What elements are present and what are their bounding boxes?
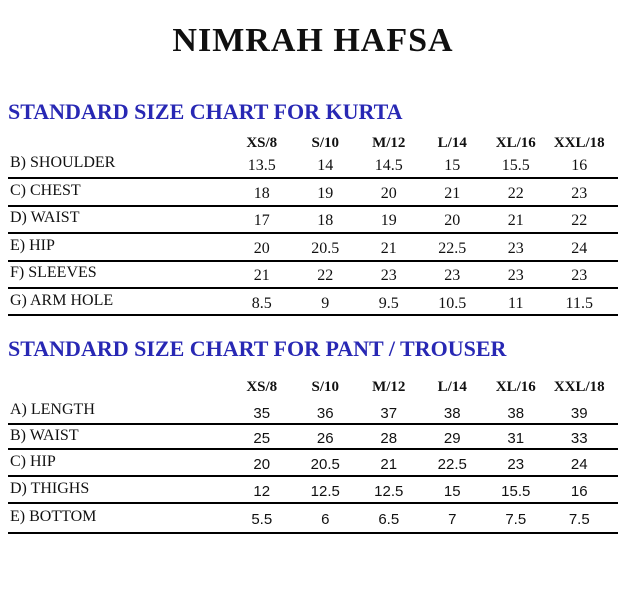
size-header-m: M/12 (372, 379, 406, 395)
size-value: 38 (507, 404, 525, 422)
size-value: 23 (507, 267, 524, 285)
size-header-s: S/10 (311, 135, 339, 151)
measurement-label: F) SLEEVES (10, 264, 97, 282)
size-value: 20 (253, 239, 270, 257)
size-value: 15.5 (501, 157, 530, 175)
table-row-chest (8, 178, 618, 205)
size-value: 13.5 (247, 157, 276, 175)
size-value: 25 (253, 430, 271, 447)
label-column-header-empty (8, 132, 230, 151)
size-header-row (8, 374, 618, 399)
table-row-waist (8, 424, 618, 449)
table-row-hip (8, 233, 618, 260)
pant-size-table (8, 374, 618, 534)
size-value: 11 (508, 294, 524, 312)
table-row-bottom (8, 503, 618, 533)
size-value: 21 (444, 185, 461, 203)
size-value: 22.5 (437, 456, 467, 473)
size-value: 18 (317, 212, 334, 230)
size-value: 10.5 (438, 294, 467, 312)
size-value: 12.5 (310, 483, 340, 500)
size-value: 24 (571, 239, 588, 257)
measurement-label: C) CHEST (10, 182, 81, 200)
size-value: 11.5 (565, 294, 593, 312)
size-header-l: L/14 (437, 379, 467, 395)
size-value: 19 (317, 185, 334, 203)
row-spacer (611, 261, 618, 288)
size-value: 20 (253, 456, 271, 473)
size-value: 8.5 (251, 294, 272, 312)
size-value: 22.5 (438, 239, 467, 257)
size-header-xl: XL/16 (495, 135, 536, 151)
size-value: 7.5 (568, 511, 590, 529)
size-value: 20 (444, 212, 461, 230)
size-value: 6 (321, 511, 330, 529)
label-column-header-empty (8, 374, 230, 399)
size-value: 20.5 (310, 456, 340, 473)
size-value: 38 (443, 404, 461, 422)
size-header-xxl: XXL/18 (553, 135, 605, 151)
row-spacer (611, 206, 618, 233)
size-value: 20.5 (311, 239, 340, 257)
measurement-label: C) HIP (10, 452, 56, 470)
size-value: 9.5 (378, 294, 399, 312)
brand-title: NIMRAH HAFSA (172, 22, 454, 59)
size-value: 15 (443, 483, 461, 500)
size-value: 5.5 (251, 511, 273, 529)
size-header-l: L/14 (437, 135, 467, 151)
size-header-s: S/10 (311, 379, 339, 395)
size-header-xl: XL/16 (495, 379, 536, 395)
size-value: 18 (253, 185, 270, 203)
size-value: 14.5 (374, 157, 403, 175)
size-value: 6.5 (378, 511, 400, 529)
table-row-waist (8, 206, 618, 233)
size-value: 24 (570, 456, 588, 473)
size-value: 22 (507, 185, 524, 203)
table-row-hip (8, 449, 618, 476)
row-spacer (611, 233, 618, 260)
measurement-label: G) ARM HOLE (10, 291, 114, 309)
size-value: 22 (317, 267, 334, 285)
size-value: 35 (253, 404, 271, 422)
size-value: 21 (253, 267, 270, 285)
measurement-label: D) WAIST (10, 209, 80, 227)
size-value: 22 (571, 212, 588, 230)
size-value: 23 (571, 267, 588, 285)
size-value: 14 (317, 157, 334, 175)
measurement-label: D) THIGHS (10, 479, 90, 497)
measurement-label: B) SHOULDER (10, 154, 116, 172)
row-spacer (611, 476, 618, 503)
row-spacer (611, 449, 618, 476)
size-value: 15 (444, 157, 461, 175)
size-value: 23 (507, 239, 524, 257)
pant-chart-heading: STANDARD SIZE CHART FOR PANT / TROUSER (8, 336, 507, 361)
table-row-sleeves (8, 261, 618, 288)
size-value: 12 (253, 483, 271, 500)
table-row-thighs (8, 476, 618, 503)
table-row-length (8, 399, 618, 424)
size-value: 19 (380, 212, 397, 230)
size-value: 16 (570, 483, 588, 500)
size-value: 12.5 (374, 483, 404, 500)
size-value: 23 (380, 267, 397, 285)
row-spacer (611, 288, 618, 315)
size-value: 37 (380, 404, 398, 422)
row-spacer (611, 503, 618, 533)
size-value: 28 (380, 430, 398, 447)
size-value: 26 (316, 430, 334, 447)
size-header-xxl: XXL/18 (553, 379, 605, 395)
size-value: 7 (448, 511, 457, 529)
size-value: 23 (571, 185, 588, 203)
size-header-m: M/12 (372, 135, 406, 151)
measurement-label: E) HIP (10, 236, 55, 254)
kurta-chart-heading: STANDARD SIZE CHART FOR KURTA (8, 99, 403, 124)
table-row-armhole (8, 288, 618, 315)
size-value: 21 (380, 239, 397, 257)
size-value: 36 (316, 404, 334, 422)
size-value: 29 (443, 430, 461, 447)
row-spacer (611, 178, 618, 205)
size-value: 23 (507, 456, 525, 473)
size-value: 23 (444, 267, 461, 285)
size-value: 9 (321, 294, 330, 312)
header-spacer (611, 374, 618, 399)
size-value: 15.5 (501, 483, 531, 500)
measurement-label: B) WAIST (10, 426, 79, 444)
table-row-shoulder (8, 151, 618, 178)
size-value: 21 (507, 212, 524, 230)
size-value: 16 (571, 157, 588, 175)
size-header-row (8, 132, 618, 151)
size-value: 7.5 (505, 511, 527, 529)
size-value: 39 (570, 404, 588, 422)
row-spacer (611, 399, 618, 424)
size-value: 33 (570, 430, 588, 447)
size-value: 17 (253, 212, 270, 230)
size-value: 21 (380, 456, 398, 473)
size-value: 20 (380, 185, 397, 203)
header-spacer (611, 132, 618, 151)
row-spacer (611, 151, 618, 178)
measurement-label: A) LENGTH (10, 401, 95, 418)
size-header-xs: XS/8 (246, 379, 278, 395)
kurta-size-table (8, 132, 618, 316)
size-value: 31 (507, 430, 525, 447)
measurement-label: E) BOTTOM (10, 507, 97, 525)
row-spacer (611, 424, 618, 449)
size-header-xs: XS/8 (246, 135, 278, 151)
